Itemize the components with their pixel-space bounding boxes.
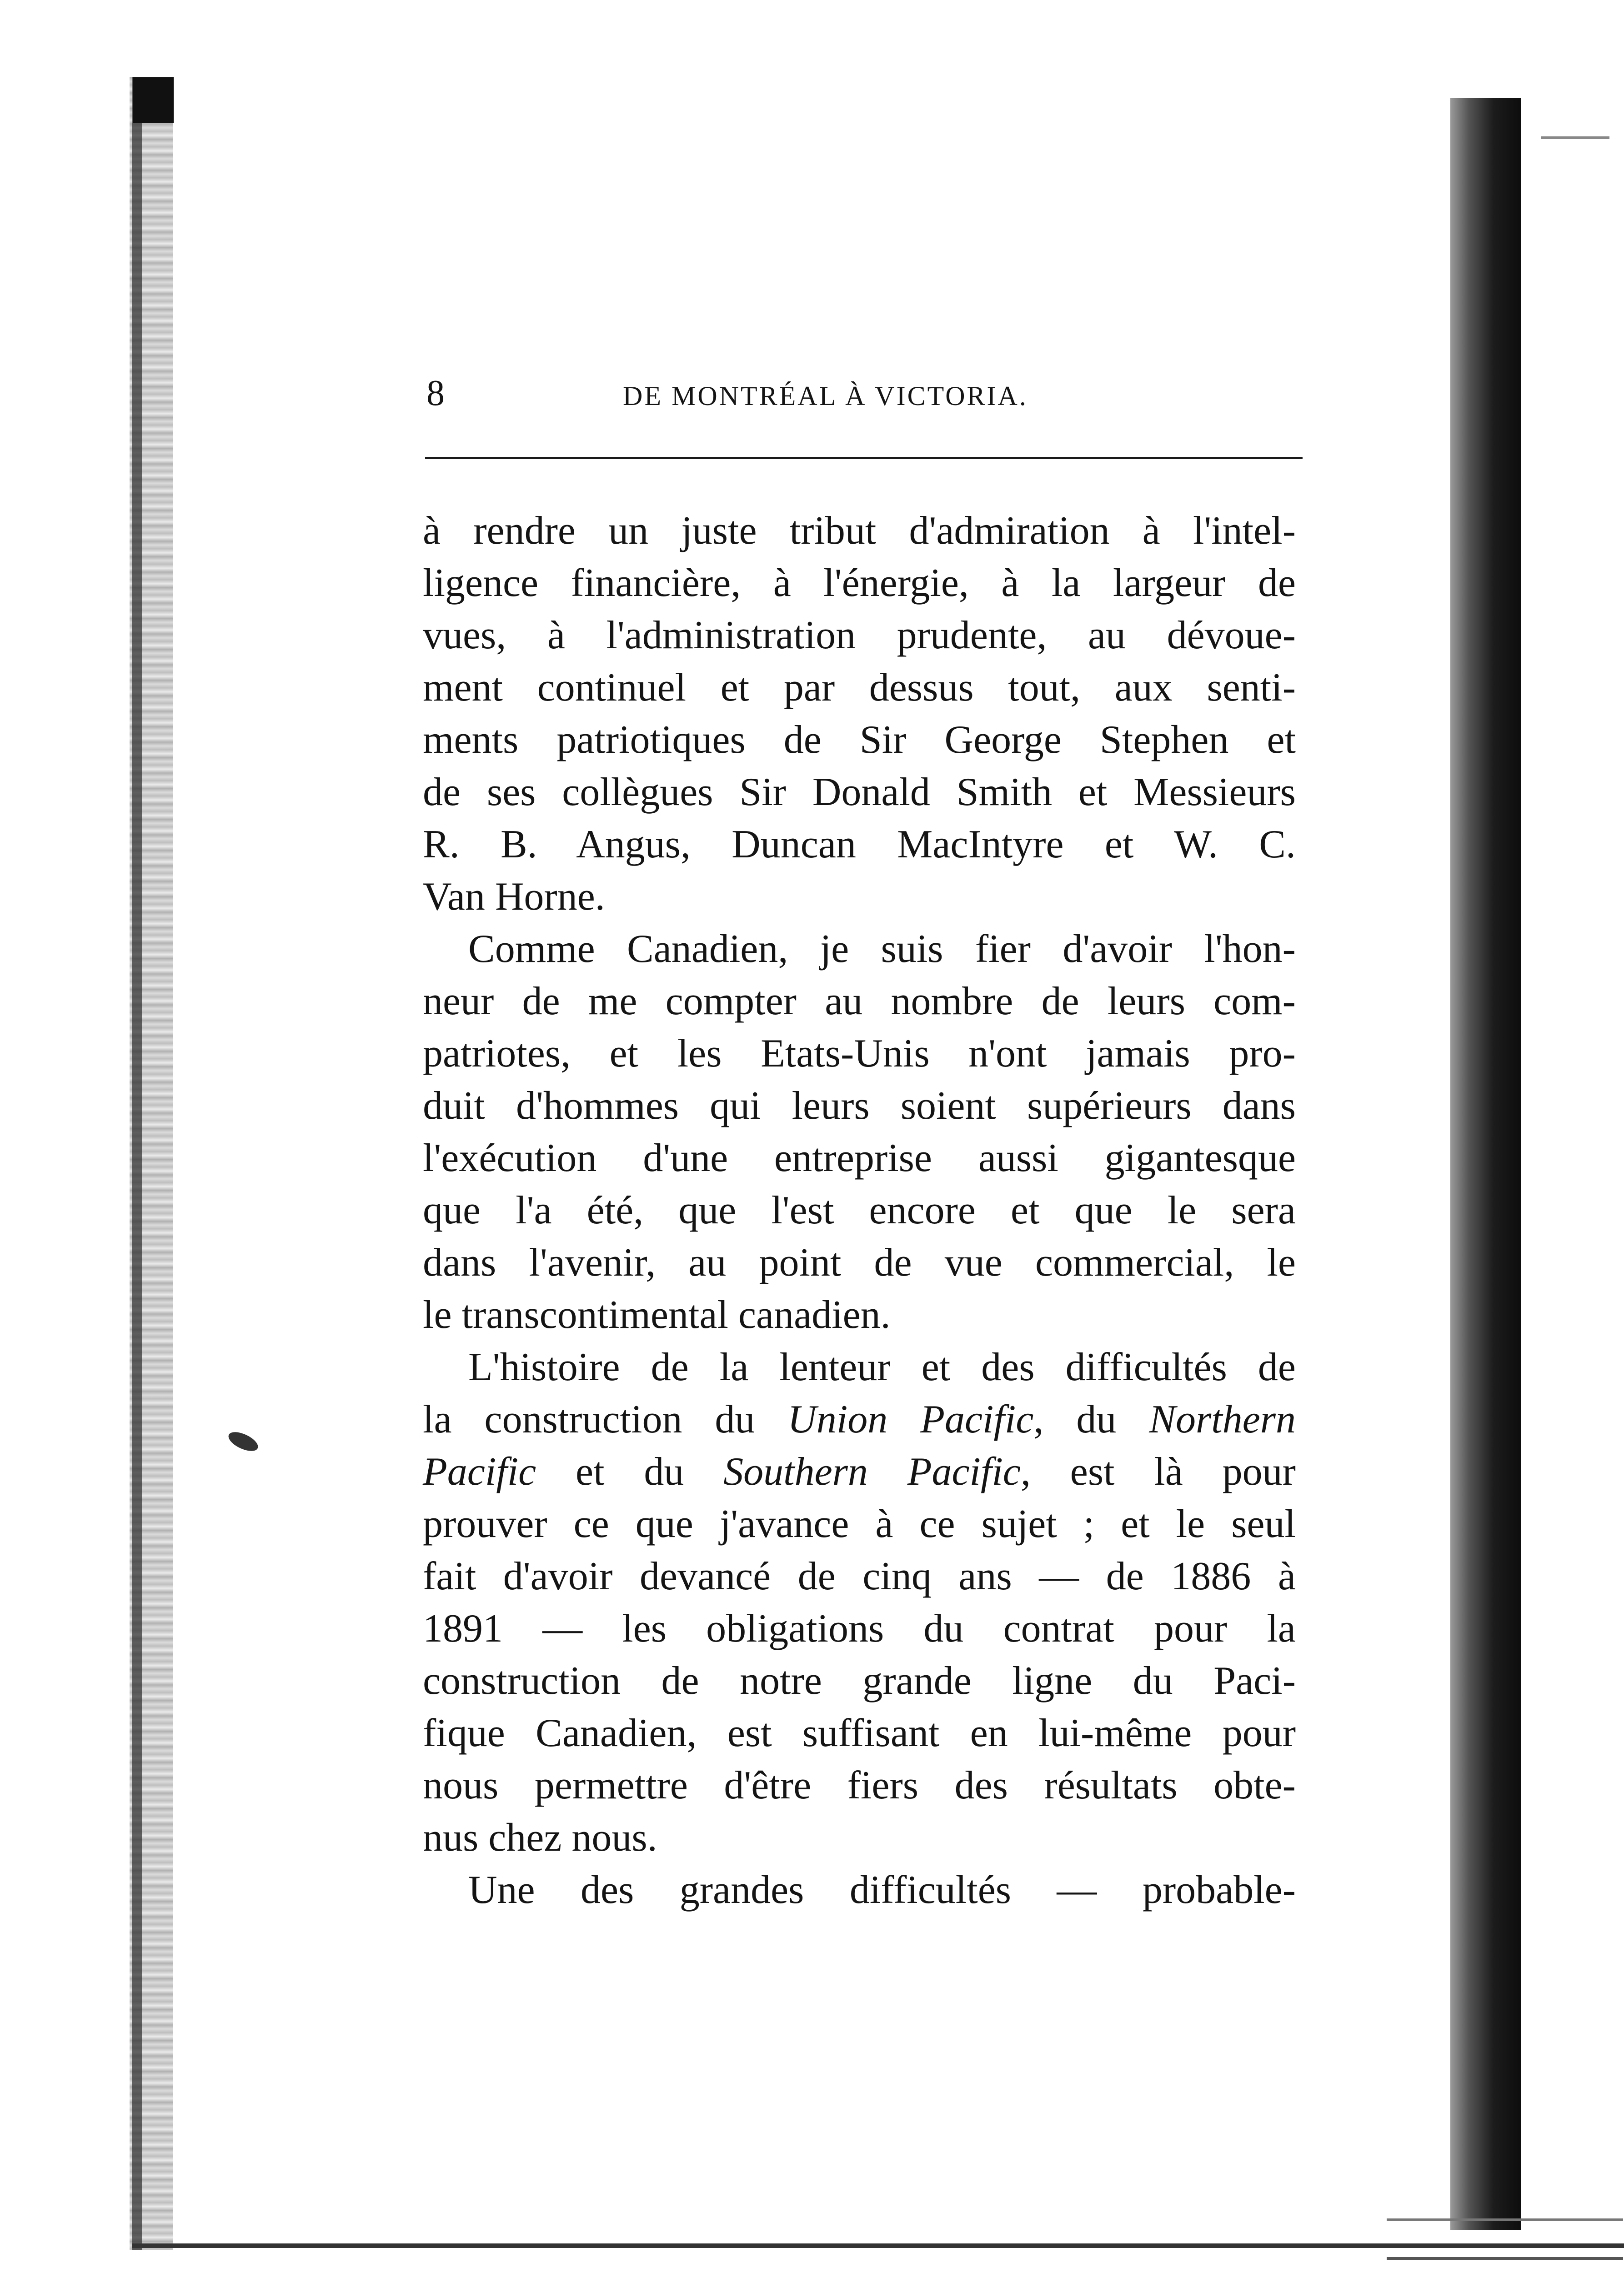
text-line: neur de me compter au nombre de leurs com- [423,979,1296,1023]
text-line: dans l'avenir, au point de vue commercial, le [423,1241,1296,1285]
scan-bottom-edge [132,2243,1624,2248]
text-line: de ses collègues Sir Donald Smith et Messieurs [423,770,1296,814]
text-line: que l'a été, que l'est encore et que le sera [423,1188,1296,1232]
text-line: construction de notre grande ligne du Paci- [423,1659,1296,1703]
text-line: le transcontimental canadien. [423,1293,891,1337]
scan-right-tick-lower [1387,2218,1623,2221]
text-line: Van Horne. [423,875,605,919]
text-line: duit d'hommes qui leurs soient supérieurs dans [423,1084,1296,1128]
text-line: prouver ce que j'avance à ce sujet ; et le seul [423,1502,1296,1546]
text-line: L'histoire de la lenteur et des difficultés de [468,1345,1296,1389]
text-line: la construction du Union Pacific, du Northern [423,1397,1296,1442]
text-line: fique Canadien, est suffisant en lui-même pour [423,1711,1296,1755]
paragraph [423,923,1296,1341]
text-line: Une des grandes difficultés — probable- [468,1868,1296,1912]
text-line: nus chez nous. [423,1816,657,1860]
text-line: Pacific et du Southern Pacific, est là pour [423,1450,1296,1494]
paragraph [423,1341,1296,1864]
scan-right-edge-shadow [1450,98,1521,2230]
text-line: à rendre un juste tribut d'admiration à l'intel- [423,509,1296,553]
text-line: vues, à l'administration prudente, au dévoue- [423,613,1296,657]
scan-right-tick [1541,136,1609,139]
text-line: ligence financière, à l'énergie, à la largeur de [423,561,1296,605]
text-line: fait d'avoir devancé de cinq ans — de 1886 à [423,1554,1296,1598]
text-line: ment continuel et par dessus tout, aux senti- [423,666,1296,710]
text-line: nous permettre d'être fiers des résultats obte- [423,1763,1296,1807]
scan-top-left-mark [133,77,174,123]
text-line: patriotes, et les Etats-Unis n'ont jamais pro- [423,1031,1296,1076]
text-line: Comme Canadien, je suis fier d'avoir l'hon- [468,927,1296,971]
text-line: l'exécution d'une entreprise aussi gigantesque [423,1136,1296,1180]
body-text [423,505,1296,1916]
text-line: ments patriotiques de Sir George Stephen et [423,718,1296,762]
running-header [423,368,1300,418]
running-title: DE MONTRÉAL À VICTORIA. [623,381,1028,411]
scan-left-binding-bar [132,77,142,2250]
scan-bottom-edge-lower [1387,2257,1623,2260]
ink-blot-mark [226,1428,261,1455]
text-line: R. B. Angus, Duncan MacIntyre et W. C. [423,822,1296,866]
paragraph [423,1864,1296,1916]
page-number: 8 [426,373,445,413]
text-line: 1891 — les obligations du contrat pour la [423,1607,1296,1651]
paragraph [423,505,1296,923]
header-rule [425,457,1303,459]
